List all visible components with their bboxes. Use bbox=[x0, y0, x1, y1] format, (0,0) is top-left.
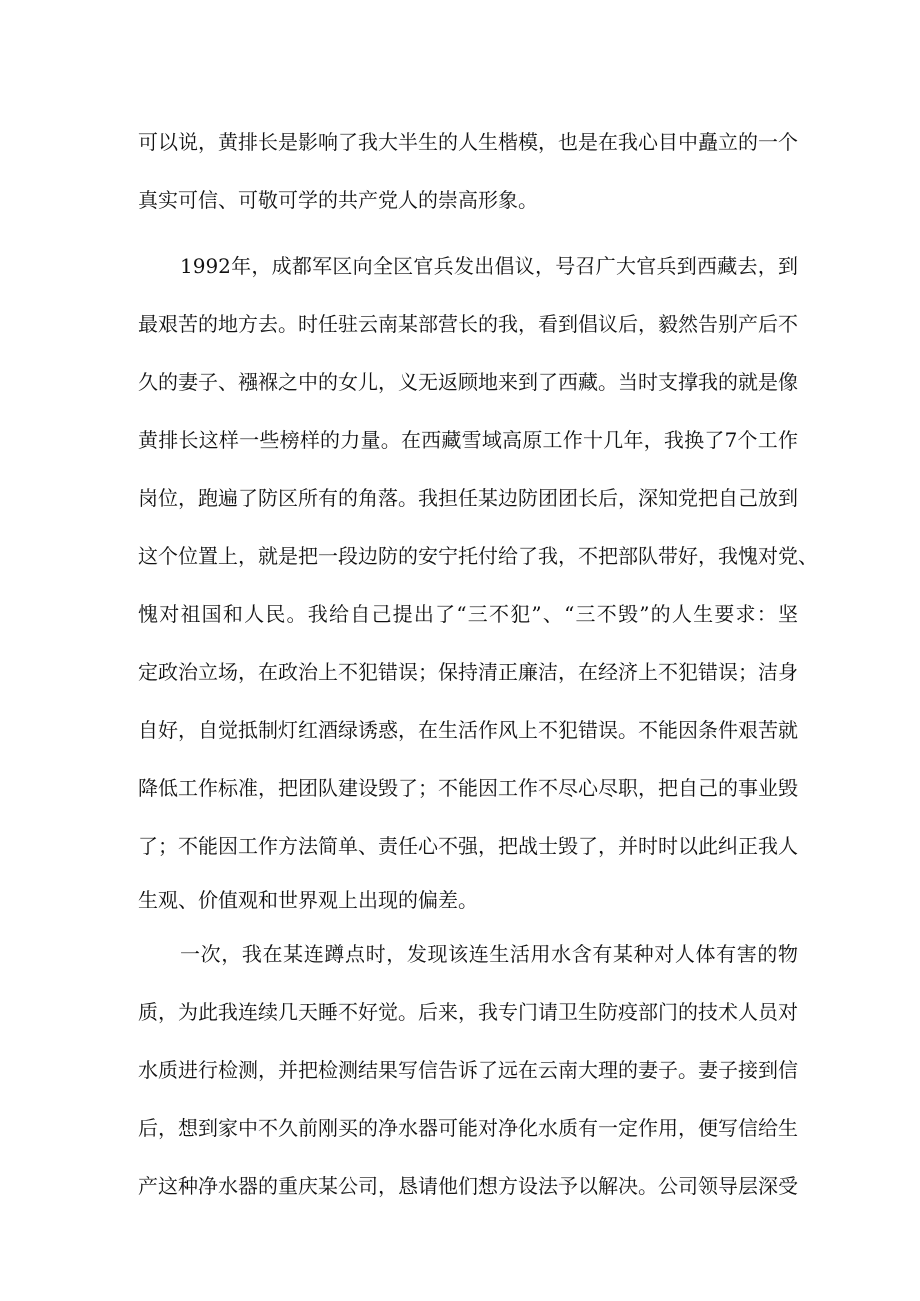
text-line: 愧对祖国和人民。我给自己提出了“三不犯”、“三不毁”的人生要求：坚 bbox=[138, 602, 798, 626]
text-line: 久的妻子、襁褓之中的女儿，义无返顾地来到了西藏。当时支撑我的就是像 bbox=[138, 370, 798, 394]
text-line: 降低工作标准，把团队建设毁了；不能因工作不尽心尽职，把自己的事业毁 bbox=[138, 776, 798, 800]
text-line: 定政治立场，在政治上不犯错误；保持清正廉洁，在经济上不犯错误；洁身 bbox=[138, 660, 798, 684]
text-line: 1992年，成都军区向全区官兵发出倡议，号召广大官兵到西藏去，到 bbox=[180, 254, 798, 278]
text-line: 一次，我在某连蹲点时，发现该连生活用水含有某种对人体有害的物 bbox=[180, 942, 798, 966]
text-line: 后，想到家中不久前刚买的净水器可能对净化水质有一定作用，便写信给生 bbox=[138, 1116, 798, 1140]
text-line: 质，为此我连续几天睡不好觉。后来，我专门请卫生防疫部门的技术人员对 bbox=[138, 1000, 798, 1024]
text-line: 黄排长这样一些榜样的力量。在西藏雪域高原工作十几年，我换了7个工作 bbox=[138, 428, 798, 452]
text-line: 真实可信、可敬可学的共产党人的崇高形象。 bbox=[138, 188, 538, 212]
text-line: 可以说，黄排长是影响了我大半生的人生楷模，也是在我心目中矗立的一个 bbox=[138, 130, 798, 154]
text-line: 岗位，跑遍了防区所有的角落。我担任某边防团团长后，深知党把自己放到 bbox=[138, 486, 798, 510]
text-line: 生观、价值观和世界观上出现的偏差。 bbox=[138, 888, 478, 912]
text-line: 产这种净水器的重庆某公司，恳请他们想方设法予以解决。公司领导层深受 bbox=[138, 1174, 798, 1198]
text-line: 这个位置上，就是把一段边防的安宁托付给了我，不把部队带好，我愧对党、 bbox=[138, 544, 818, 568]
text-line: 最艰苦的地方去。时任驻云南某部营长的我，看到倡议后，毅然告别产后不 bbox=[138, 312, 798, 336]
text-line: 自好，自觉抵制灯红酒绿诱惑，在生活作风上不犯错误。不能因条件艰苦就 bbox=[138, 718, 798, 742]
text-line: 水质进行检测，并把检测结果写信告诉了远在云南大理的妻子。妻子接到信 bbox=[138, 1058, 798, 1082]
text-line: 了；不能因工作方法简单、责任心不强，把战士毁了，并时时以此纠正我人 bbox=[138, 834, 798, 858]
